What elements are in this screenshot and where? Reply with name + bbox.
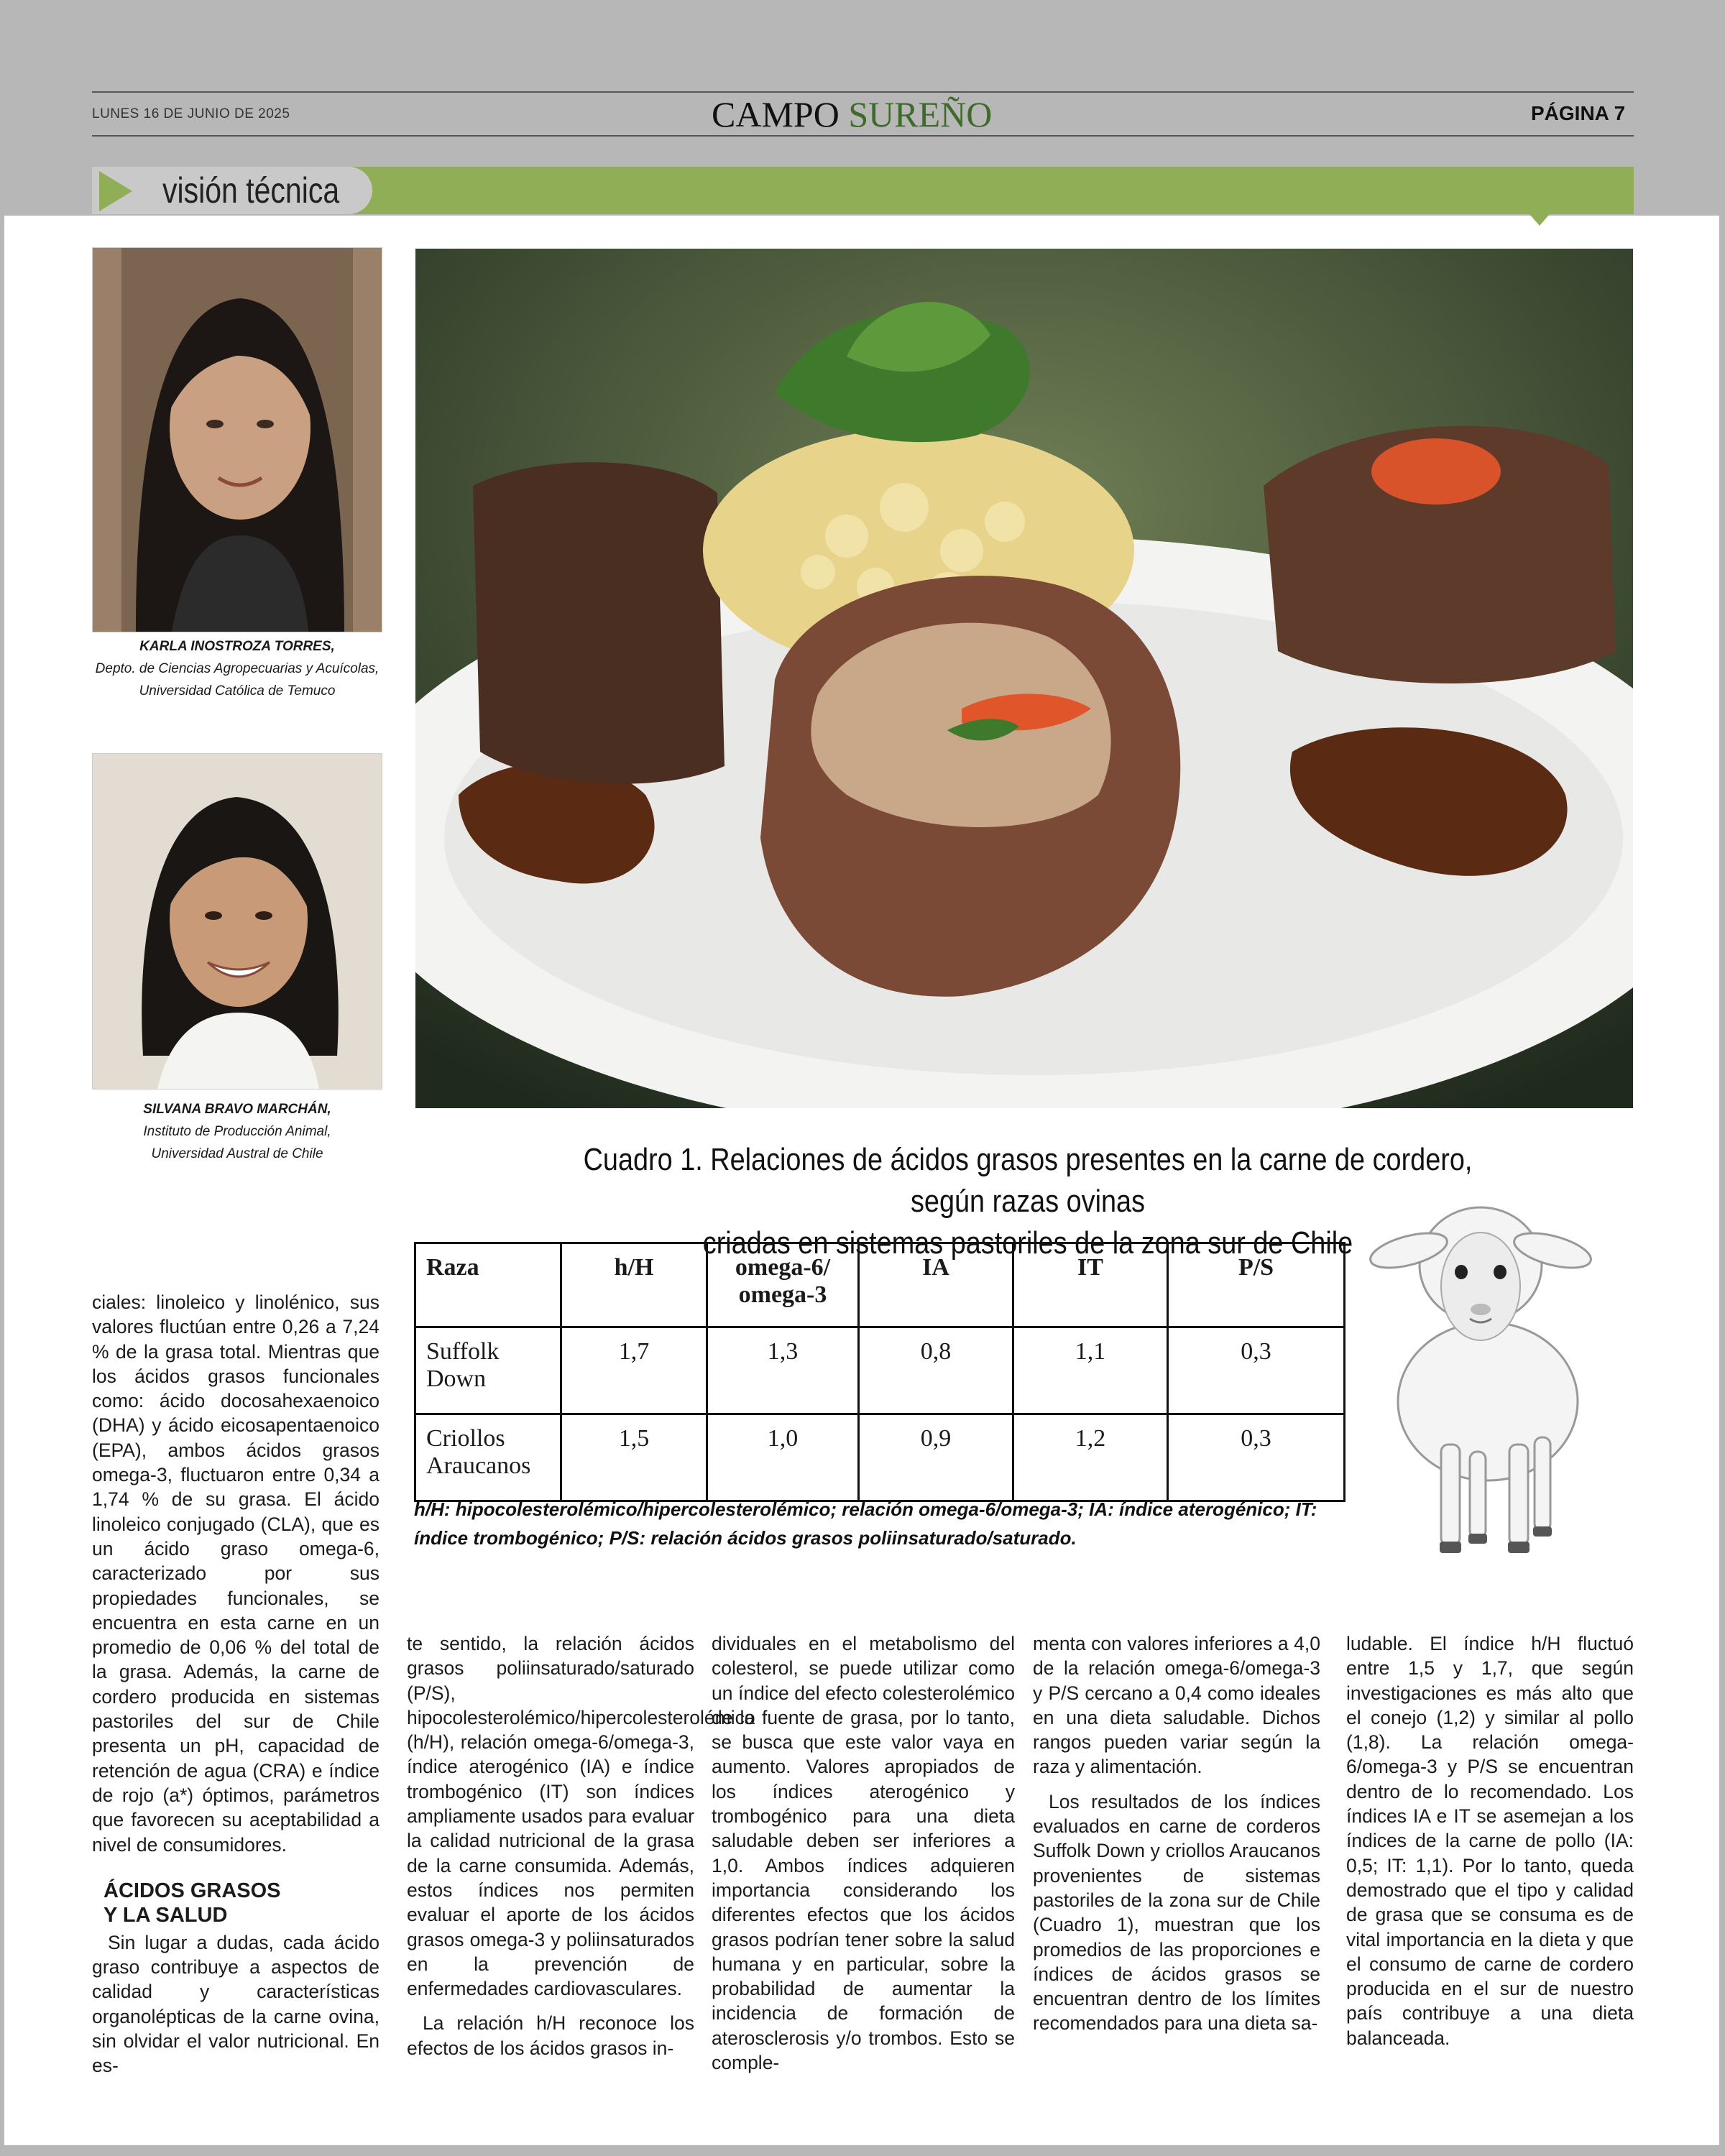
- article-paragraph: dividuales en el metabolismo del colesterol, se puede utilizar como un índice del efecto colesterolémico de la fuente de grasa, por lo tanto, se busca que este valor vaya en aumento. Valores apropiados de los índices aterogénico y trombogénico para una dieta saludable deben ser inferiores a 1,0. Ambos índices adquieren importancia considerando los diferentes efectos que los ácidos grasos podrían tener sobre la salud humana y en particular, sobre la probabilidad de aumentar la incidencia de formación de aterosclerosis y/o trombos. Esto se comple-: [712, 1633, 1015, 2074]
- article-paragraph: ciales: linoleico y linolénico, sus valores fluctúan entre 0,26 a 7,24 % de la grasa total. Mientras que los ácidos grasos funcionales como: ácido docosahexaenoico (DHA) y ácido eicosapentaenoico (EPA), ambos ácidos grasos omega-3, fluctuaron entre 0,34 a 1,74 % de su grasa. El ácido linoleico conjugado (CLA), que es un ácido graso omega-6, caracterizado por sus propiedades funcionales, se encuentra en esta carne en un promedio de 0,06 % del total de la grasa. Además, la carne de cordero producida en sistemas pastoriles del sur de Chile presenta un pH, capacidad de retención de agua (CRA) e índice de rojo (a*) óptimos, parámetros que favorecen su aceptabilidad a nivel de consumidores.: [92, 1291, 380, 1856]
- issue-date: LUNES 16 DE JUNIO DE 2025: [92, 106, 290, 121]
- fatty-acid-table: [414, 1242, 1346, 1502]
- author-caption-silvana: [72, 1098, 402, 1165]
- cell-h-h: 1,7: [561, 1327, 707, 1414]
- cell-it: 1,2: [1013, 1414, 1168, 1501]
- header-it: IT: [1013, 1243, 1168, 1327]
- article-column-1: [92, 1290, 380, 2078]
- table-title-line-1: Cuadro 1. Relaciones de ácidos grasos presentes en la carne de cordero, según razas ovinas: [583, 1142, 1473, 1219]
- article-paragraph: ludable. El índice h/H fluctuó entre 1,5 y 1,7, que según investigaciones es más alto que el conejo (1,2) y similar al pollo (1,8). La relación omega-6/omega-3 y P/S se encuentran dentro de lo recomendado. Los índices IA e IT se asemejan a los índices de la carne de pollo (IA: 0,5; IT: 1,1). Por lo tanto, queda demostrado que el tipo y calidad de grasa que se consuma es de vital importancia en la dieta y que el consumo de carne de cordero producida en el sur de nuestro país contribuye a una dieta balanceada.: [1346, 1633, 1634, 2049]
- sheep-illustration: [1355, 1186, 1614, 1567]
- author-institution: Universidad Austral de Chile: [151, 1146, 323, 1161]
- subheading-line-1: ÁCIDOS GRASOS: [104, 1879, 281, 1902]
- author-affiliation: Instituto de Producción Animal,: [143, 1124, 331, 1139]
- article-subheading: [104, 1879, 380, 1927]
- cell-ia: 0,9: [859, 1414, 1013, 1501]
- masthead-bottom-rule: [92, 135, 1634, 137]
- subheading-line-2: Y LA SALUD: [104, 1903, 228, 1927]
- title-part-2: SUREÑO: [848, 94, 993, 134]
- author-photo-silvana: [92, 753, 382, 1089]
- header-raza: Raza: [415, 1243, 561, 1327]
- table-row: [415, 1327, 1345, 1414]
- title-part-1: CAMPO: [712, 94, 840, 134]
- article-column-5: [1346, 1631, 1634, 2050]
- table-footnote: h/H: hipocolesterolémico/hipercolesterolémico; relación omega-6/omega-3; IA: índice aterogénico; IT: índice trombogénico; P/S: relación ácidos grasos poliinsaturado/saturado.: [414, 1498, 1317, 1549]
- masthead-top-rule: [92, 91, 1634, 93]
- cell-ia: 0,8: [859, 1327, 1013, 1414]
- cell-p-s: 0,3: [1168, 1414, 1345, 1501]
- play-triangle-icon: [99, 171, 132, 211]
- author-photo-karla: [92, 247, 382, 632]
- left-margin-band: [0, 216, 4, 2156]
- article-paragraph: La relación h/H reconoce los efectos de los ácidos grasos in-: [407, 2012, 694, 2059]
- article-column-2: [407, 1631, 755, 2060]
- article-paragraph: Sin lugar a dudas, cada ácido graso contribuye a aspectos de calidad y características organolépticas de la carne ovina, sin olvidar el valor nutricional. En es-: [92, 1931, 380, 2077]
- header-h-h: h/H: [561, 1243, 707, 1327]
- table-row: [415, 1414, 1345, 1501]
- bottom-margin-band: [0, 2145, 1725, 2156]
- cell-omega: 1,0: [707, 1414, 859, 1501]
- table-header-row: [415, 1243, 1345, 1327]
- right-margin-band: [1719, 216, 1725, 2156]
- author-name: KARLA INOSTROZA TORRES,: [139, 639, 335, 654]
- author-caption-karla: [72, 635, 402, 702]
- cell-it: 1,1: [1013, 1327, 1168, 1414]
- cell-omega: 1,3: [707, 1327, 859, 1414]
- cell-raza: Criollos Araucanos: [415, 1414, 561, 1501]
- section-notch-icon: [1530, 214, 1550, 226]
- header-omega: omega-6/ omega-3: [707, 1243, 859, 1327]
- page-number: PÁGINA 7: [1531, 102, 1626, 124]
- article-paragraph: menta con valores inferiores a 4,0 de la relación omega-6/omega-3 y P/S cercano a 0,4 como ideales en una dieta saludable. Dichos rangos pueden variar según la raza y alimentación.: [1033, 1633, 1320, 1778]
- section-label: visión técnica: [162, 170, 340, 211]
- author-institution: Universidad Católica de Temuco: [139, 683, 336, 699]
- newspaper-title: [712, 93, 992, 135]
- author-name: SILVANA BRAVO MARCHÁN,: [143, 1102, 331, 1117]
- article-paragraph: Los resultados de los índices evaluados en carne de corderos Suffolk Down y criollos Araucanos provenientes de sistemas pastoriles de la zona sur de Chile (Cuadro 1), muestran que los promedios de las proporciones e índices de ácidos grasos se encuentran dentro de los límites recomendados para una dieta sa-: [1033, 1790, 1320, 2035]
- article-column-3: [712, 1631, 1015, 2075]
- table-title-line-2: criadas en sistemas pastoriles de la zona sur de Chile: [702, 1225, 1353, 1261]
- header-p-s: P/S: [1168, 1243, 1345, 1327]
- cell-h-h: 1,5: [561, 1414, 707, 1501]
- article-column-4: [1033, 1631, 1320, 2036]
- header-ia: IA: [859, 1243, 1013, 1327]
- cell-raza: Suffolk Down: [415, 1327, 561, 1414]
- article-paragraph: te sentido, la relación ácidos grasos poliinsaturado/saturado (P/S), hipocolesterolémico/hipercolesterolémico (h/H), relación omega-6/omega-3, índice aterogénico (IA) e índice trombogénico (IT) son índices ampliamente usados para evaluar la calidad nutricional de la grasa de la carne consumida. Además, estos índices nos permiten evaluar el aporte de los ácidos grasos omega-3 y poliinsaturados en la prevención de enfermedades cardiovasculares.: [407, 1633, 755, 2000]
- lamb-dish-photo: [415, 249, 1633, 1108]
- author-affiliation: Depto. de Ciencias Agropecuarias y Acuícolas,: [95, 661, 380, 676]
- cell-p-s: 0,3: [1168, 1327, 1345, 1414]
